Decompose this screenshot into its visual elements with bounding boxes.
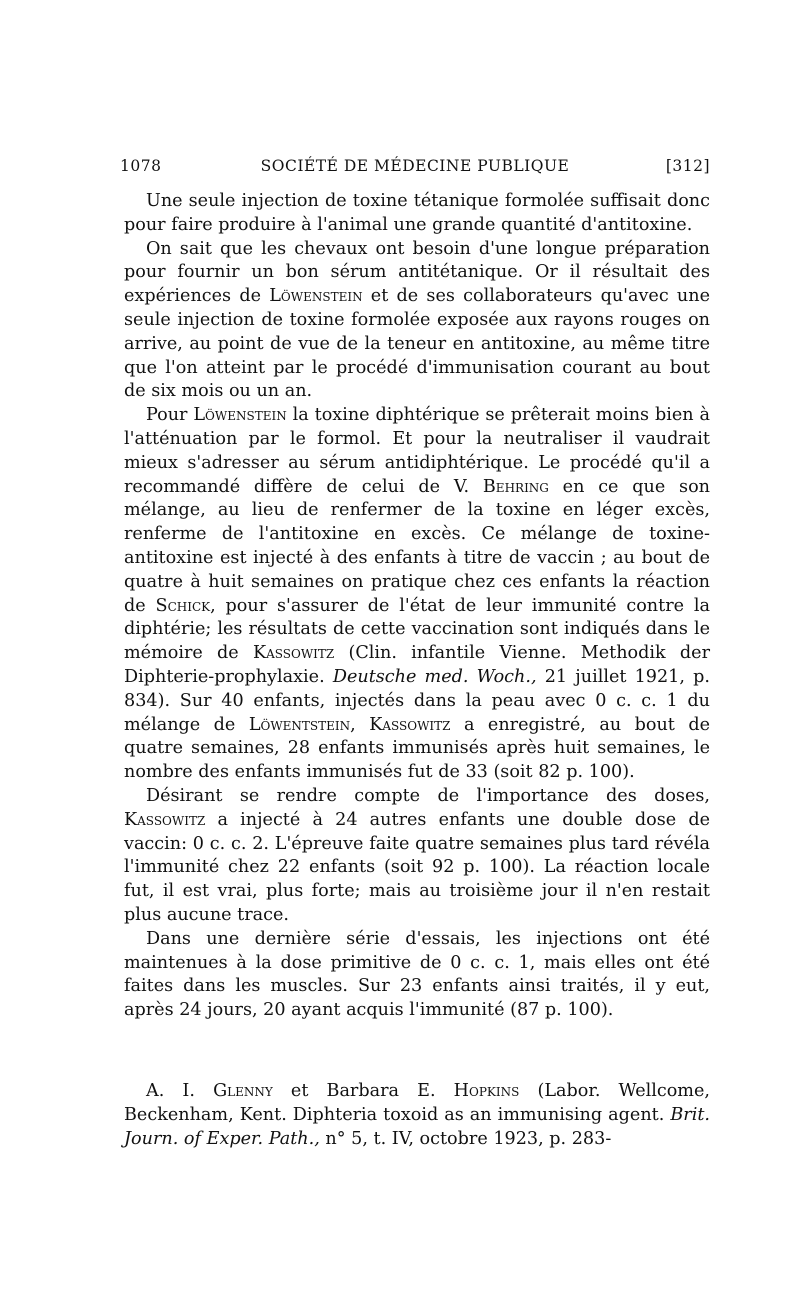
page-bracket-number: [312] [665,157,710,175]
paragraph-3-text-c: en ce que son mélange, au lieu de renfermer de la toxine en léger excès, renferme de l'antitoxine en excès. Ce mélange de toxine-antitoxine est injecté à des enfants à titre de vaccin ; au bout de quatre à huit semaines on pratique chez ces enfants la réaction de [124,476,710,616]
author-name: Löwenstein [193,405,287,426]
paragraph-2 [124,238,710,405]
author-name: Schick [155,595,211,616]
paragraph-3-text-h: a enregistré, au bout de quatre semaines, 28 enfants immunisés après huit semaines, le nombre des enfants immunisés fut de 33 (soit 82 p. 100). [124,714,711,783]
author-name: Hopkins [453,1081,520,1101]
paragraph-2-text-b: et de ses collaborateurs qu'avec une seule injection de toxine formolée exposée aux rayons rouges on arrive, au point de vue de la teneur en antitoxine, au même titre que l'on atteint par le procédé d'immunisation courant au bout de six mois ou un an. [124,286,710,402]
author-name: Löwentstein [248,714,351,735]
author-name: Glenny [213,1081,273,1101]
paragraph-5 [124,928,710,1023]
reference-text-c: (Labor. Wellcome, Beckenham, Kent. Diphteria toxoid as an immunising agent. [124,1081,710,1125]
author-name: Löwenstein [269,286,363,307]
bibliographic-reference [124,1080,710,1151]
paragraph-5-text: Dans une dernière série d'essais, les injections ont été maintenues à la dose primitive de 0 c. c. 1, mais elles ont été faites dans les muscles. Sur 23 enfants ainsi traités, il y eut, après 24 jours, 20 ayant acquis l'immunité (87 p. 100). [124,928,710,1021]
paragraph-2-text-a: On sait que les chevaux ont besoin d'une longue préparation pour fournir un bon sérum antitétanique. Or il résultait des expériences de [124,238,710,307]
paragraph-3 [124,404,710,785]
author-name: Behring [482,476,549,497]
reference-paragraph [124,1080,710,1151]
reference-text-a: A. I. [146,1081,214,1101]
journal-title: Brit. Journ. of Exper. Path., [124,1104,710,1149]
paragraph-3-text-b: la toxine diphtérique se prêterait moins bien à l'atténuation par le formol. Et pour la neutraliser il vaudrait mieux s'adresser au sérum antidiphtérique. Le procédé qu'il a recommandé diffère de celui de V. [124,405,710,497]
paragraph-4 [124,785,710,928]
paragraph-3-text-g: , [350,714,370,735]
paragraph-1-text: Une seule injection de toxine tétanique formolée suffisait donc pour faire produire à l'animal une grande quantité d'antitoxine. [124,191,710,235]
journal-title: Deutsche med. Woch., [332,666,537,687]
paragraph-1 [124,190,710,238]
author-name: Kassowitz [369,714,451,735]
author-name: Kassowitz [124,809,206,830]
paragraph-4-text-b: a injecté à 24 autres enfants une double dose de vaccin: 0 c. c. 2. L'épreuve faite quatre semaines plus tard révéla l'immunité chez 22 enfants (soit 92 p. 100). La réaction locale fut, il est vrai, plus forte; mais au troisième jour il n'en restait plus aucune trace. [124,809,710,925]
paragraph-3-text-d: , pour s'assurer de l'état de leur immunité contre la diphtérie; les résultats de cette vaccination sont indiqués dans le mémoire de [124,595,710,664]
reference-text-d: n° 5, t. IV, octobre 1923, p. 283- [319,1128,612,1149]
page-number: 1078 [120,157,162,175]
paragraph-3-text-e: (Clin. infantile Vienne. Methodik der Diphterie-prophylaxie. [124,643,710,687]
author-name: Kassowitz [252,643,335,664]
paragraph-3-text-a: Pour [146,405,194,426]
reference-text-b: et Barbara E. [272,1081,454,1101]
page-header [120,157,710,181]
paragraph-4-text-a: Désirant se rendre compte de l'importance des doses, [146,785,710,806]
running-title: SOCIÉTÉ DE MÉDECINE PUBLIQUE [260,157,570,175]
body-text [124,190,710,1023]
paragraph-3-text-f: 21 juillet 1921, p. 834). Sur 40 enfants, injectés dans la peau avec 0 c. c. 1 du mélange de [124,666,710,735]
